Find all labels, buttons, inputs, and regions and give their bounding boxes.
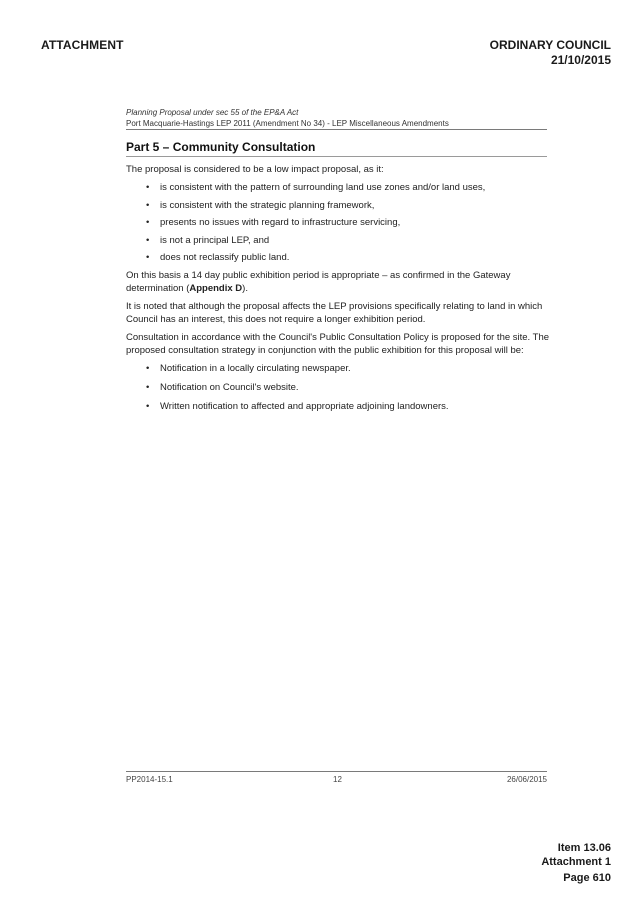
footer-rule xyxy=(126,771,547,772)
meeting-name: ORDINARY COUNCIL xyxy=(489,38,611,52)
section-rule xyxy=(126,156,547,157)
section-title: Part 5 – Community Consultation xyxy=(126,140,316,154)
list-item: • is consistent with the strategic planning framework, xyxy=(146,199,551,212)
list-item: • does not reclassify public land. xyxy=(146,251,551,264)
document-running-header xyxy=(126,107,547,129)
list-item: • Notification in a locally circulating newspaper. xyxy=(146,362,551,375)
attachment-number: Attachment 1 xyxy=(541,856,611,868)
attachment-label: ATTACHMENT xyxy=(41,38,124,52)
list-item: • Notification on Council's website. xyxy=(146,381,551,394)
meeting-header xyxy=(490,38,611,68)
list-item: • is consistent with the pattern of surrounding land use zones and/or land uses, xyxy=(146,181,551,194)
consultation-strategy-list xyxy=(126,362,551,413)
footer-date: 26/06/2015 xyxy=(506,775,547,784)
doc-header-line2: Port Macquarie-Hastings LEP 2011 (Amendment No 34) - LEP Miscellaneous Amendments xyxy=(126,119,449,128)
appendix-reference: Appendix D xyxy=(189,283,243,294)
meeting-date: 21/10/2015 xyxy=(550,53,611,67)
intro-paragraph: The proposal is considered to be a low impact proposal, as it: xyxy=(126,164,384,175)
item-reference xyxy=(541,841,611,869)
exhibition-paragraph xyxy=(126,269,551,295)
lep-provisions-paragraph: It is noted that although the proposal affects the LEP provisions specifically relating to land in which Council has an interest, this does not require a longer exhibition period. xyxy=(126,301,543,325)
criteria-list xyxy=(126,181,551,264)
footer-page-number: 12 xyxy=(333,775,342,784)
page-number: Page 610 xyxy=(563,872,611,884)
document-body xyxy=(126,163,551,419)
doc-header-line1: Planning Proposal under sec 55 of the EP&A Act xyxy=(126,108,299,117)
footer-reference: PP2014-15.1 xyxy=(126,775,173,784)
item-number: Item 13.06 xyxy=(557,842,611,854)
list-item: • presents no issues with regard to infrastructure servicing, xyxy=(146,216,551,229)
header-rule xyxy=(126,129,547,130)
list-item: • Written notification to affected and appropriate adjoining landowners. xyxy=(146,400,551,413)
consultation-paragraph: Consultation in accordance with the Council's Public Consultation Policy is proposed for the site. The proposed consultation strategy in conjunction with the public exhibition for this proposal will be: xyxy=(126,332,550,356)
exhibition-text-end: ). xyxy=(242,283,248,294)
exhibition-text: On this basis a 14 day public exhibition period is appropriate – as confirmed in the Gateway determination ( xyxy=(126,270,511,294)
list-item: • is not a principal LEP, and xyxy=(146,234,551,247)
